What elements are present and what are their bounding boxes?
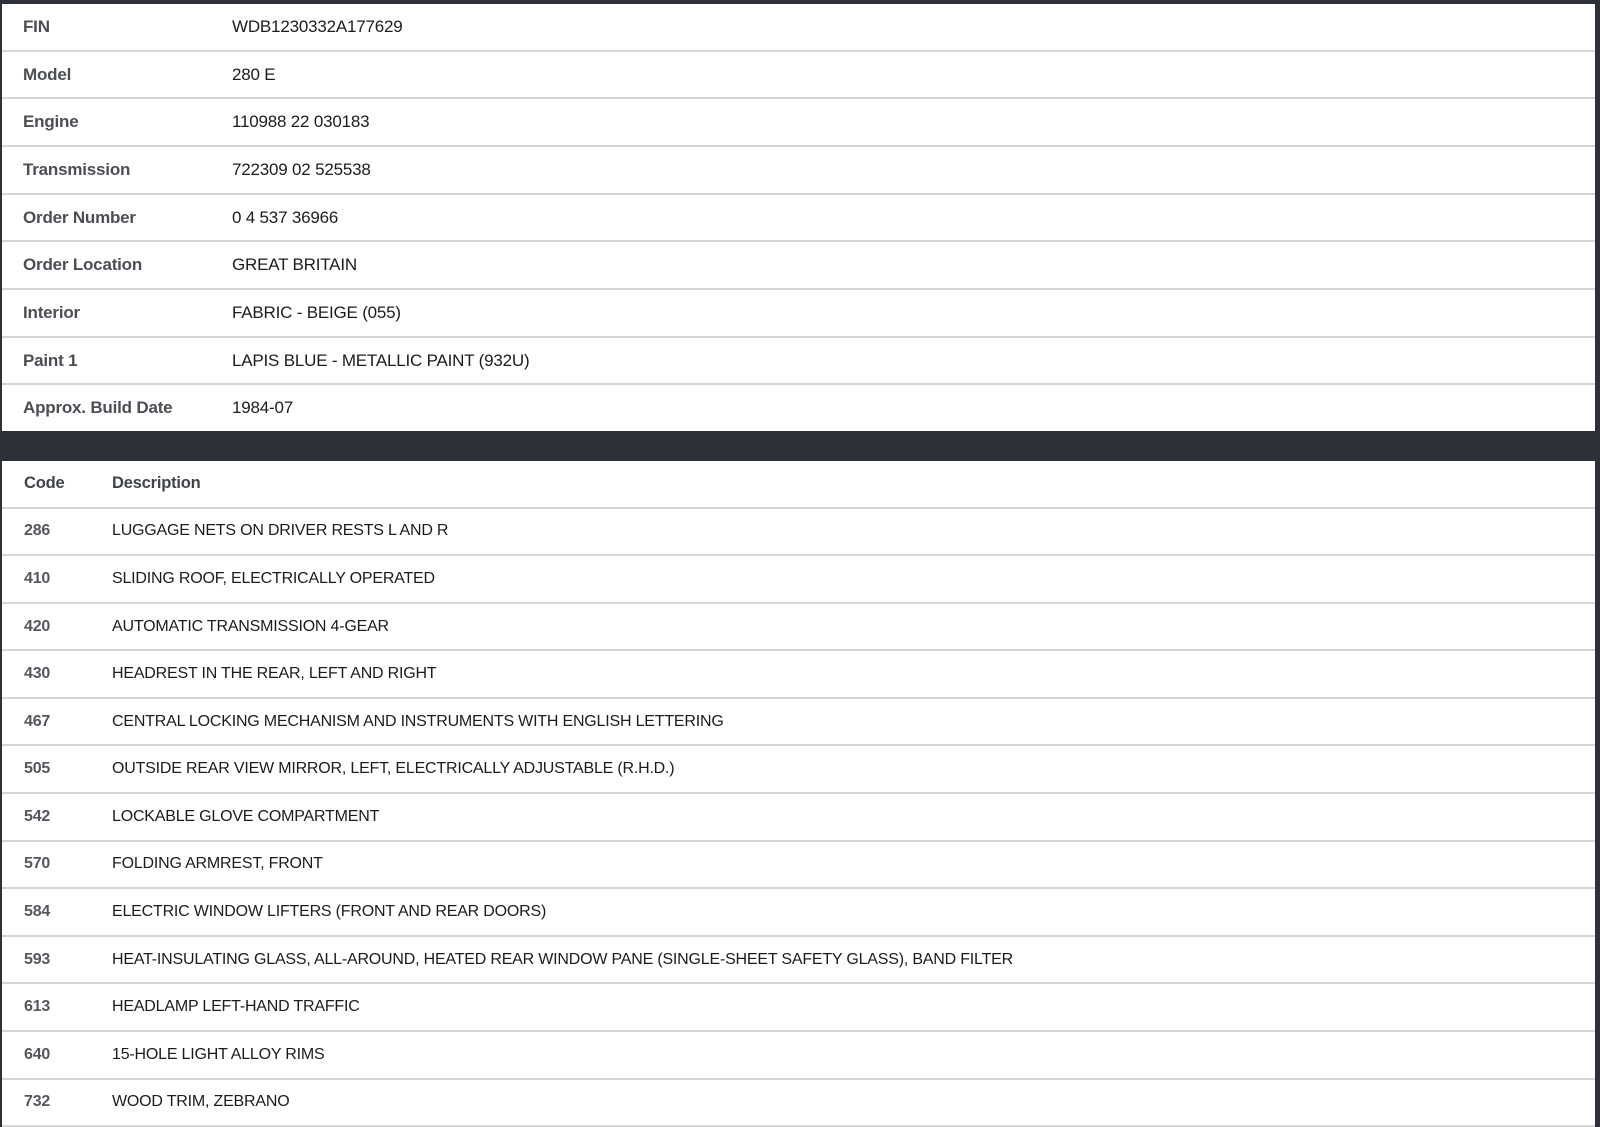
option-row [2,984,1595,1032]
option-code: 732 [24,1093,51,1111]
option-row [2,1080,1595,1127]
option-row [2,889,1595,937]
option-row [2,509,1595,557]
option-code: 467 [24,712,51,730]
option-code: 640 [24,1045,51,1063]
vehicle-info-label: Paint 1 [23,350,78,370]
option-description: LUGGAGE NETS ON DRIVER RESTS L AND R [112,522,449,540]
option-code: 613 [24,998,51,1016]
section-divider-bar [0,431,1600,461]
vehicle-info-label: Transmission [23,159,131,179]
option-row [2,842,1595,890]
option-code: 505 [24,760,51,778]
vehicle-info-value: 722309 02 525538 [232,159,371,179]
options-table-header-row [2,461,1595,509]
vehicle-info-label: Approx. Build Date [23,398,173,418]
option-code: 584 [24,902,51,920]
vehicle-info-row [2,99,1595,147]
option-description: 15-HOLE LIGHT ALLOY RIMS [112,1045,325,1063]
option-row [2,1032,1595,1080]
option-description: AUTOMATIC TRANSMISSION 4-GEAR [112,617,389,635]
option-code: 542 [24,807,51,825]
option-code: 410 [24,569,51,587]
vehicle-info-value: 110988 22 030183 [232,112,370,132]
vehicle-info-value: LAPIS BLUE - METALLIC PAINT (932U) [232,350,530,370]
vehicle-info-label: Engine [23,112,79,132]
vehicle-info-value: 0 4 537 36966 [232,207,339,227]
vehicle-info-label: Order Location [23,255,143,275]
option-description: ELECTRIC WINDOW LIFTERS (FRONT AND REAR DOORS) [112,902,547,920]
option-row [2,651,1595,699]
option-description: FOLDING ARMREST, FRONT [112,855,323,873]
option-code: 286 [24,522,51,540]
vehicle-info-value: 280 E [232,64,276,84]
option-code: 430 [24,665,51,683]
option-description: OUTSIDE REAR VIEW MIRROR, LEFT, ELECTRICALLY ADJUSTABLE (R.H.D.) [112,760,675,778]
vehicle-info-row [2,290,1595,338]
option-description: CENTRAL LOCKING MECHANISM AND INSTRUMENTS WITH ENGLISH LETTERING [112,712,724,730]
option-row [2,794,1595,842]
option-description: LOCKABLE GLOVE COMPARTMENT [112,807,380,825]
description-column-header: Description [112,474,201,493]
vehicle-info-row [2,385,1595,431]
vehicle-info-label: Interior [23,302,80,322]
option-row [2,746,1595,794]
vehicle-info-value: 1984-07 [232,398,293,418]
option-description: HEADREST IN THE REAR, LEFT AND RIGHT [112,665,437,683]
option-code: 420 [24,617,51,635]
option-row [2,604,1595,652]
option-description: HEAT-INSULATING GLASS, ALL-AROUND, HEATED REAR WINDOW PANE (SINGLE-SHEET SAFETY GLASS), BAND FILTER [112,950,1013,968]
vehicle-info-value: GREAT BRITAIN [232,255,357,275]
option-row [2,937,1595,985]
vehicle-info-row [2,147,1595,195]
vehicle-info-table [2,4,1595,431]
vehicle-info-value: WDB1230332A177629 [232,16,403,36]
vehicle-info-value: FABRIC - BEIGE (055) [232,302,401,322]
vehicle-info-row [2,52,1595,100]
option-description: SLIDING ROOF, ELECTRICALLY OPERATED [112,569,435,587]
vehicle-info-label: Order Number [23,207,136,227]
vehicle-info-label: Model [23,64,72,84]
option-code: 570 [24,855,51,873]
option-row [2,556,1595,604]
vehicle-info-row [2,195,1595,243]
options-table [2,461,1595,1127]
vehicle-info-row [2,4,1595,52]
option-row [2,699,1595,747]
option-description: HEADLAMP LEFT-HAND TRAFFIC [112,998,360,1016]
option-code: 593 [24,950,51,968]
vehicle-info-label: FIN [23,16,50,36]
option-description: WOOD TRIM, ZEBRANO [112,1093,290,1111]
code-column-header: Code [24,474,65,493]
vehicle-info-row [2,338,1595,386]
vehicle-info-row [2,242,1595,290]
